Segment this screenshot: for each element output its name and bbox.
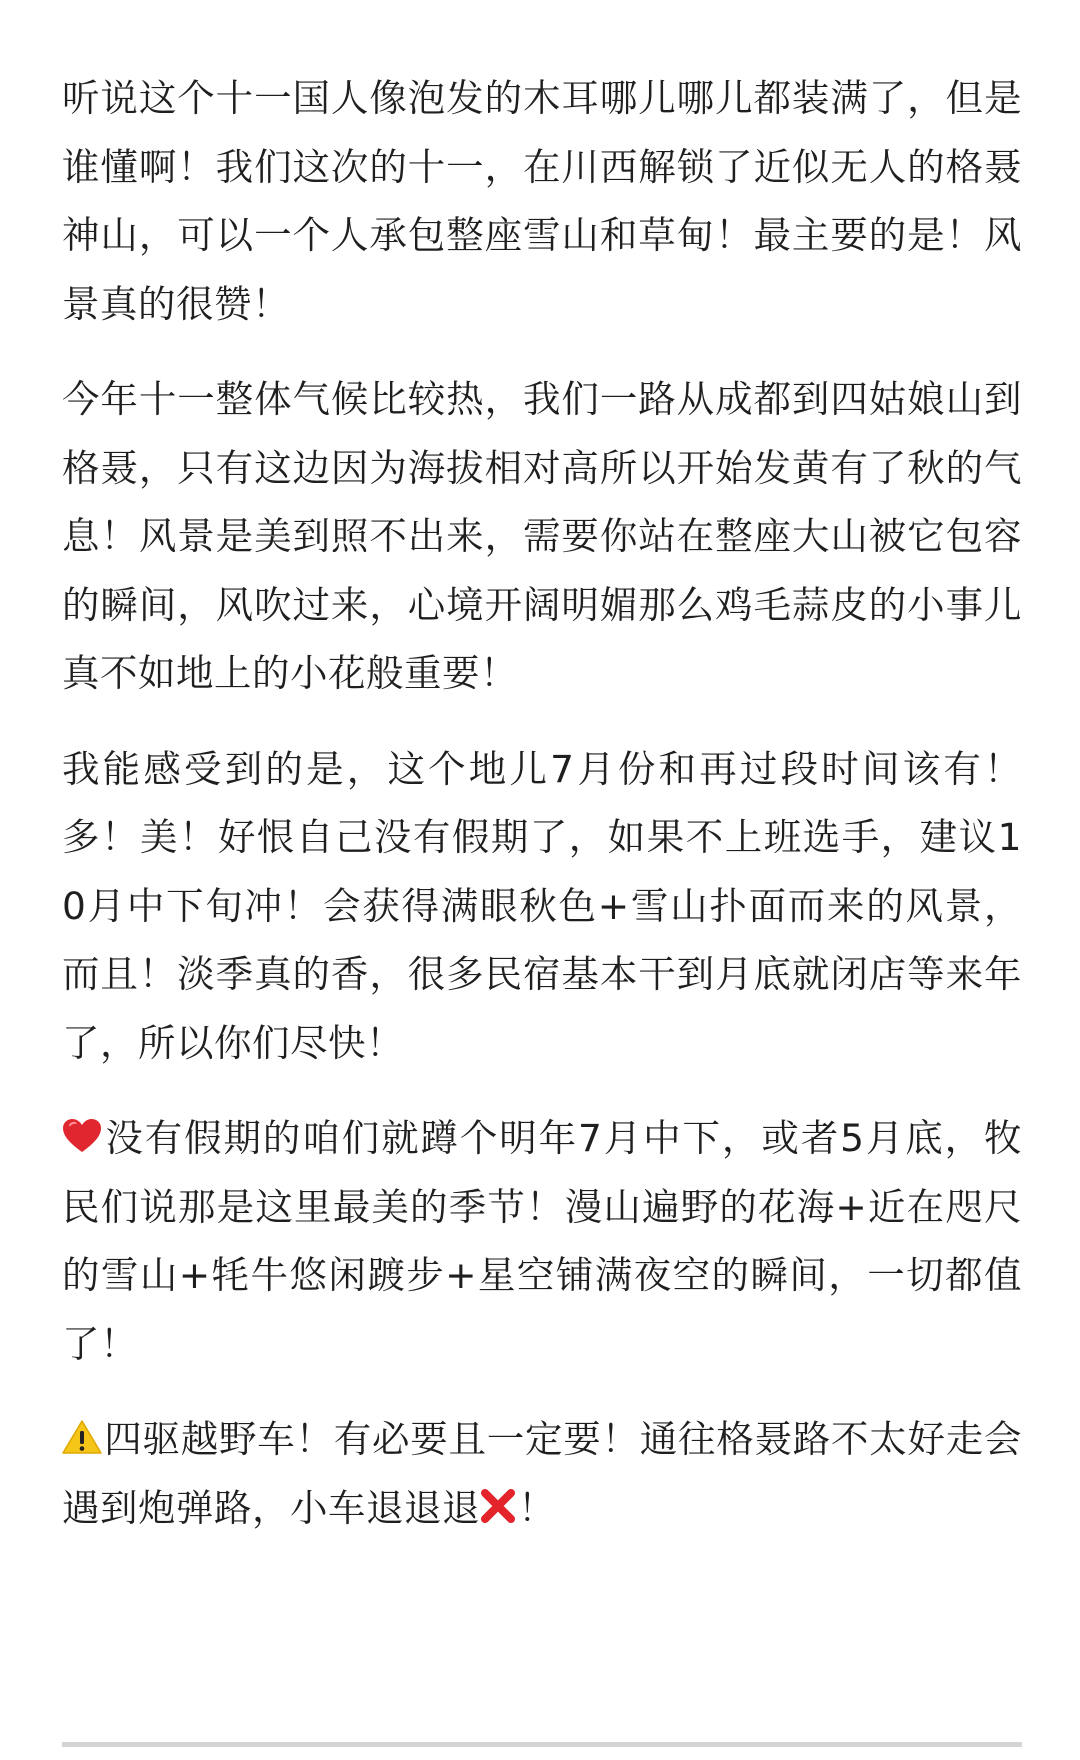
red-heart-icon	[62, 1118, 102, 1154]
paragraph-text: 没有假期的咱们就蹲个明年7月中下，或者5月底，牧民们说那是这里最美的季节！漫山遍野的花海+近在咫尺的雪山+牦牛悠闲踱步+星空铺满夜空的瞬间，一切都值了！	[62, 1116, 1022, 1366]
paragraph-timing	[62, 735, 1022, 1078]
paragraph-climate	[62, 365, 1022, 708]
paragraph-text: 我能感受到的是，这个地儿7月份和再过段时间该有！多！美！好恨自己没有假期了，如果不上班选手，建议10月中下旬冲！会获得满眼秋色+雪山扑面而来的风景，而且！淡季真的香，很多民宿基本干到月底就闭店等来年了，所以你们尽快！	[62, 746, 1022, 1065]
paragraph-text: 听说这个十一国人像泡发的木耳哪儿哪儿都装满了，但是谁懂啊！我们这次的十一，在川西解锁了近似无人的格聂神山，可以一个人承包整座雪山和草甸！最主要的是！风景真的很赞！	[62, 76, 1022, 326]
paragraph-text: 四驱越野车！有必要且一定要！通往格聂路不太好走会遇到炮弹路，小车退退退	[62, 1417, 1022, 1530]
paragraph-text: 今年十一整体气候比较热，我们一路从成都到四姑娘山到格聂，只有这边因为海拔相对高所以开始发黄有了秋的气息！风景是美到照不出来，需要你站在整座大山被它包容的瞬间，风吹过来，心境开阔明媚那么鸡毛蒜皮的小事儿真不如地上的小花般重要！	[62, 377, 1022, 695]
cross-mark-icon	[480, 1488, 516, 1524]
warning-icon	[62, 1419, 102, 1455]
paragraph-vehicle-warning	[62, 1405, 1022, 1542]
paragraph-text-end: ！	[518, 1485, 556, 1530]
article-body	[62, 64, 1022, 1569]
paragraph-best-season	[62, 1104, 1022, 1378]
bottom-divider	[62, 1742, 1022, 1747]
paragraph-intro	[62, 64, 1022, 338]
